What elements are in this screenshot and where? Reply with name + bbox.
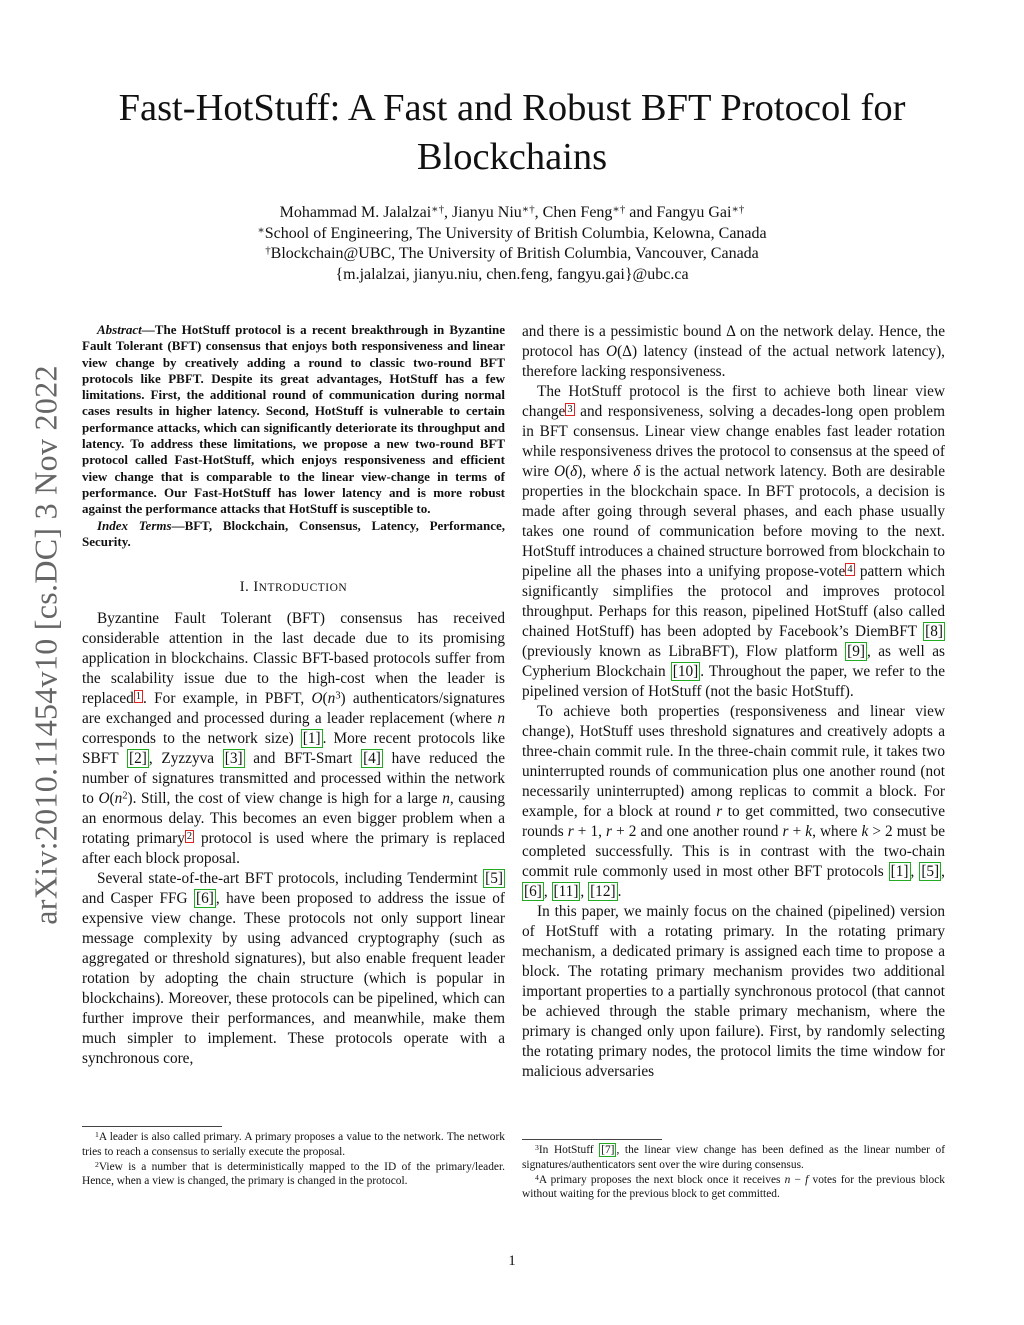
footnote-1: $^1$A leader is also called primary. A primary proposes a value to the network. The network tries to reach a consensus to serially execute the proposal. bbox=[82, 1129, 505, 1158]
footnotes-right bbox=[522, 1139, 945, 1202]
abstract: Abstract—The HotStuff protocol is a recent breakthrough in Byzantine Fault Tolerant (BFT) consensus that enjoys both responsiveness and linear view change by creatively adding a round to classic two-round BFT protocols like PBFT. Despite its great advantages, HotStuff has a few limitations. First, the additional round of communication during normal cases results in higher latency. Second, HotStuff is vulnerable to certain performance attacks, which can significantly deteriorate its throughput and latency. To address these limitations, we propose a new two-round BFT protocol called Fast-HotStuff, which enjoys responsiveness and efficient view change that is comparable to the linear view-change in terms of performance. Our Fast-HotStuff has lower latency and is more robust against the performance attacks that HotStuff is susceptible to. bbox=[82, 322, 505, 517]
intro-paragraph-2-cont: and there is a pessimistic bound Δ on the network delay. Hence, the protocol has O(Δ) latency (instead of the actual network latency), therefore lacking responsiveness. bbox=[522, 323, 945, 380]
left-column bbox=[82, 322, 505, 1069]
footnote-4: $^4$A primary proposes the next block once it receives n − f votes for the previous block without waiting for the previous block to get committed. bbox=[522, 1172, 945, 1201]
author-emails: {m.jalalzai, jianyu.niu, chen.feng, fangyu.gai}@ubc.ca bbox=[335, 265, 689, 283]
affiliation-1: ∗School of Engineering, The University of British Columbia, Kelowna, Canada bbox=[257, 223, 767, 242]
arxiv-identifier: arXiv:2010.11454v10 [cs.DC] 3 Nov 2022 bbox=[27, 365, 64, 925]
paper-title: Fast-HotStuff: A Fast and Robust BFT Protocol for Blockchains bbox=[118, 87, 906, 178]
intro-paragraph-4: To achieve both properties (responsiveness and linear view change), HotStuff uses threshold signatures and creatively adopts a three-chain commit rule. In the three-chain commit rule, it takes two uninterrupted rounds of communication plus one another round (not necessarily uninterrupted) among replicas to commit a block. For example, for a block at round r to get committed, two consecutive rounds r + 1, r + 2 and one another round r + k, where k > 2 must be completed successfully. This is in contrast with the two-chain commit rule commonly used in most other BFT protocols [1] , [5] , [6] , [11] , [12] . bbox=[522, 703, 946, 900]
author-block bbox=[150, 203, 874, 285]
right-column bbox=[522, 322, 945, 1082]
intro-paragraph-2: Several state-of-the-art BFT protocols, including Tendermint [5] and Casper FFG [6] , have been proposed to address the issue of expensive view change. These protocols not only support linear message complexity by using advanced cryptography (such as aggregated or threshold signatures), but also enable frequent leader rotation by adopting the chain structure (which is popular in blockchains). Moreover, these protocols can be pipelined, which can further improve their performances, and meanwhile, make them much simpler to implement. These protocols operate with a synchronous core, bbox=[82, 870, 505, 1068]
affiliation-2: †Blockchain@UBC, The University of British Columbia, Vancouver, Canada bbox=[265, 244, 759, 262]
footnote-rule bbox=[522, 1139, 662, 1140]
author-names: Mohammad M. Jalalzai∗†, Jianyu Niu∗†, Chen Feng∗† and Fangyu Gai∗† bbox=[279, 203, 745, 221]
footnote-rule bbox=[82, 1126, 222, 1127]
footnotes-left bbox=[82, 1126, 505, 1189]
footnote-2: $^2$View is a number that is deterministically mapped to the ID of the primary/leader. Hence, when a view is changed, the primary is changed in the protocol. bbox=[82, 1159, 505, 1188]
intro-paragraph-3: The HotStuff protocol is the first to achieve both linear view change $^3$ and responsiveness, solving a decades-long open problem in BFT consensus. Linear view change enables fast leader rotation while responsiveness drives the protocol to consensus at the speed of wire O(δ), where δ is the actual network latency. Both are desirable properties in the blockchain space. In BFT protocols, a decision is made after going through several phases, and each phase usually takes one round of communication before moving to the next. HotStuff introduces a chained structure borrowed from blockchain to pipeline all the phases into a unifying propose-vote $^4$ pattern which significantly simplifies the protocol and improves protocol throughput. Perhaps for this reason, pipelined HotStuff (also called chained HotStuff) has been adopted by Facebook’s DiemBFT [8] (previously known as LibraBFT), Flow platform [9] , as well as Cypherium Blockchain [10] . Throughout the paper, we refer to the pipelined version of HotStuff (not the basic HotStuff). bbox=[522, 383, 945, 700]
intro-paragraph-5: In this paper, we mainly focus on the chained (pipelined) version of HotStuff with a rotating primary. In the rotating primary mechanism, a dedicated primary is assigned each time to propose a block. The rotating primary mechanism provides two additional important properties to a partially synchronous protocol (that cannot be achieved through the stable primary mechanism, where the primary is changed only upon failure). First, by randomly selecting the rotating primary nodes, the protocol limits the time window for malicious adversaries bbox=[522, 903, 945, 1080]
footnote-3: $^3$In HotStuff [7] , the linear view change has been defined as the linear number of signatures/authenticators sent over the wire during consensus. bbox=[522, 1142, 945, 1171]
section-heading-introduction: I. INTRODUCTION bbox=[239, 579, 348, 596]
index-terms: Index Terms—BFT, Blockchain, Consensus, Latency, Performance, Security. bbox=[82, 517, 505, 549]
page-number: 1 bbox=[508, 1253, 516, 1269]
intro-paragraph-1: Byzantine Fault Tolerant (BFT) consensus has received considerable attention in the last decade due to its promising application in blockchains. Classic BFT-based protocols suffer from the scalability issue due to the high-cost when the leader is replaced $^1$ . For example, in PBFT, $O(n^3)$ authenticators/signatures are exchanged and processed during a leader replacement (where n corresponds to the network size) [1] . More recent protocols like SBFT [2] , Zyzzyva [3] and BFT-Smart [4] have reduced the number of signatures transmitted and processed within the network to $O(n^2)$. Still, the cost of view change is high for a large n, causing an enormous delay. This becomes an even bigger problem when a rotating primary $^2$ protocol is used where the primary is replaced after each block proposal. bbox=[82, 610, 506, 868]
